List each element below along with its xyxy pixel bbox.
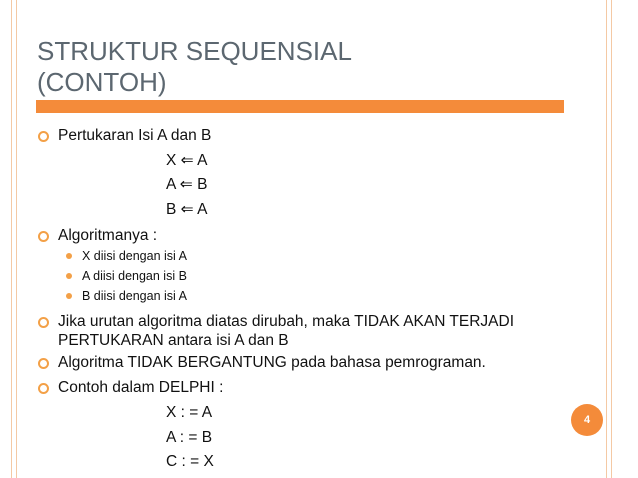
dot-bullet-icon (66, 253, 72, 259)
swap-step-2: A ⇐ B (166, 176, 208, 193)
delphi-line-3: C : = X (166, 453, 214, 470)
sub-bullet-text: X diisi dengan isi A (82, 249, 187, 263)
bullet-text: Pertukaran Isi A dan B (58, 127, 212, 144)
slide-title-line-2: (CONTOH) (37, 67, 167, 97)
slide-title-line-1: STRUKTUR SEQUENSIAL (37, 36, 352, 66)
sub-bullet-text: B diisi dengan isi A (82, 289, 187, 303)
bullet-text: PERTUKARAN antara isi A dan B (58, 332, 289, 349)
bullet-text: Algoritma TIDAK BERGANTUNG pada bahasa pemrograman. (58, 354, 486, 371)
ring-bullet-icon (38, 317, 49, 328)
ring-bullet-icon (38, 231, 49, 242)
bullet-text: Jika urutan algoritma diatas dirubah, maka TIDAK AKAN TERJADI (58, 313, 515, 330)
ring-bullet-icon (38, 383, 49, 394)
ring-bullet-icon (38, 131, 49, 142)
dot-bullet-icon (66, 273, 72, 279)
page-number-badge: 4 (571, 404, 603, 436)
swap-step-3: B ⇐ A (166, 201, 208, 218)
dot-bullet-icon (66, 293, 72, 299)
ring-bullet-icon (38, 358, 49, 369)
bullet-text: Contoh dalam DELPHI : (58, 379, 224, 396)
delphi-line-2: A : = B (166, 429, 213, 446)
delphi-line-1: X : = A (166, 404, 213, 421)
swap-step-1: X ⇐ A (166, 152, 208, 169)
sub-bullet-text: A diisi dengan isi B (82, 269, 187, 283)
bullet-text: Algoritmanya : (58, 227, 158, 244)
